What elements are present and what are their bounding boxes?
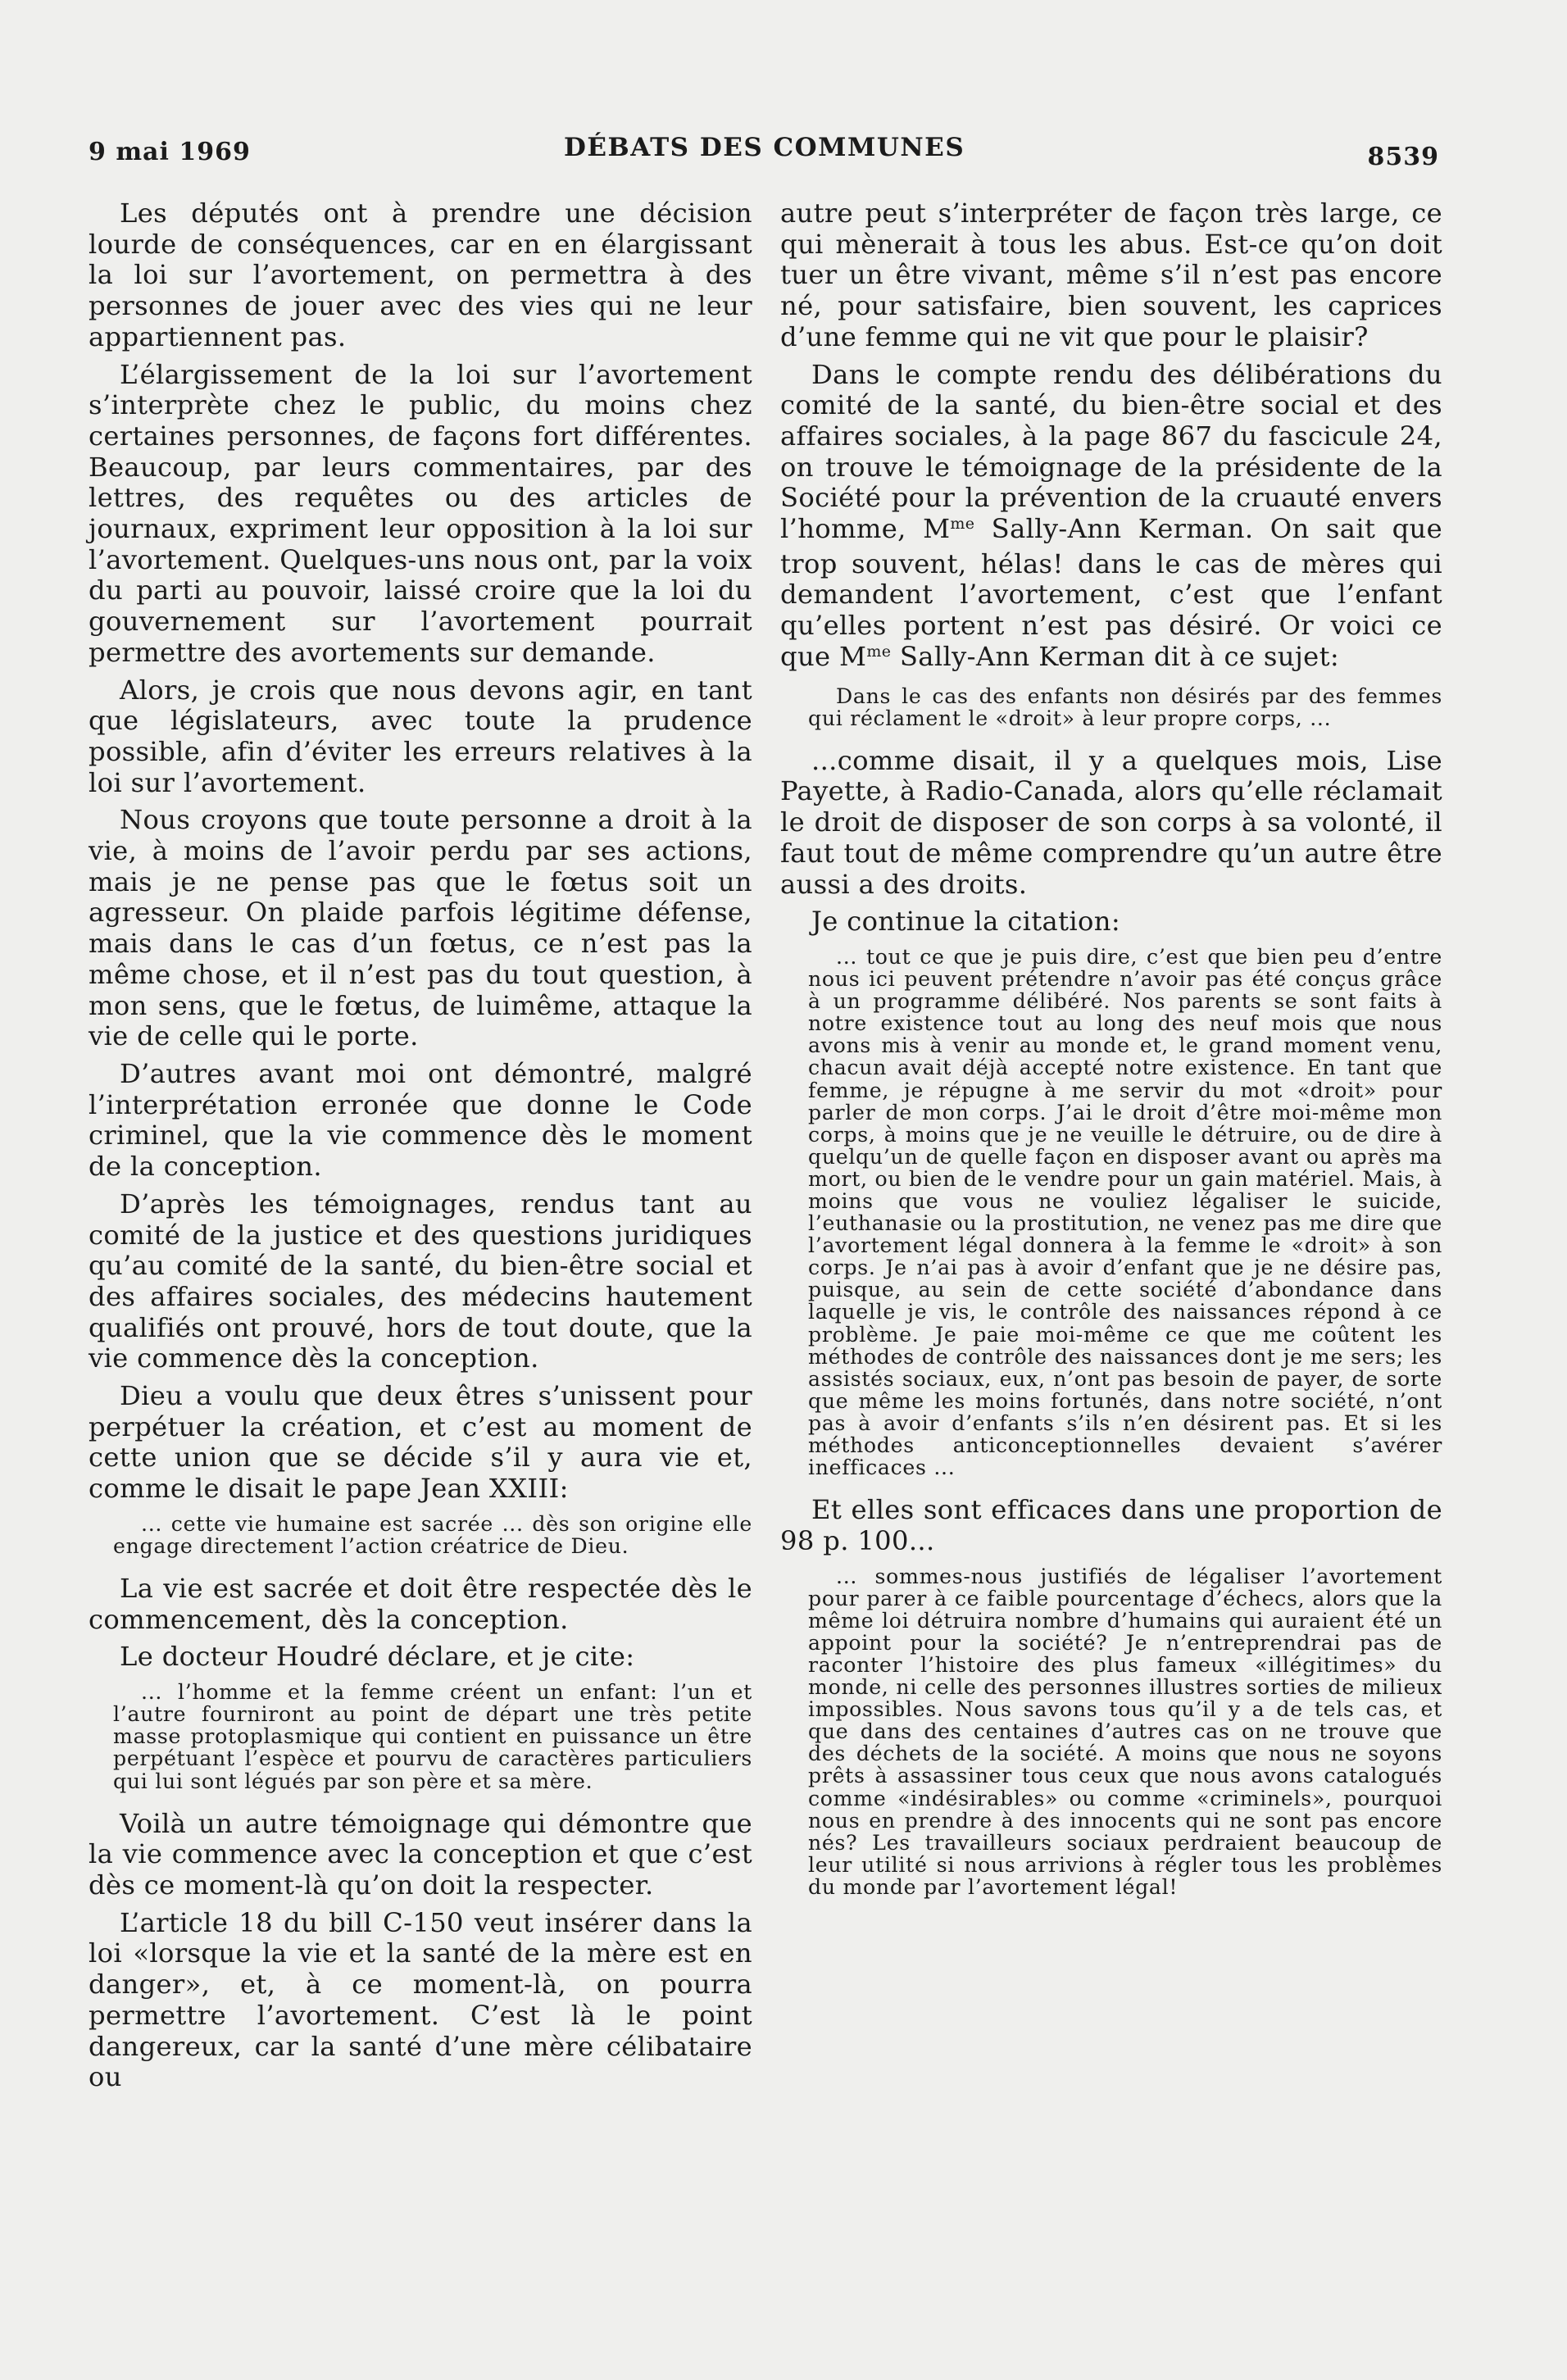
page-header — [89, 131, 1439, 172]
quotation: Dans le cas des enfants non désirés par des femmes qui réclament le «droit» à leur propre corps, ... — [808, 684, 1442, 730]
paragraph: Dieu a voulu que deux êtres s’unissent pour perpétuer la création, et c’est au moment de cette union que se décide s’il y aura vie et, comme le disait le pape Jean XXIII: — [89, 1380, 752, 1505]
quotation: ... cette vie humaine est sacrée ... dès son origine elle engage directement l’action créatrice de Dieu. — [113, 1511, 752, 1558]
paragraph: Les députés ont à prendre une décision lourde de conséquences, car en en élargissant la loi sur l’avortement, on permettra à des personnes de jouer avec des vies qui ne leur appartiennent pas. — [89, 198, 752, 352]
paragraph: Je continue la citation: — [811, 906, 1121, 938]
paragraph: L’élargissement de la loi sur l’avortement s’interprète chez le public, du moins chez certaines personnes, de façons fort différentes. Beaucoup, par leurs commentaires, par des lettres, des requêtes ou des articles de journaux, expriment leur opposition à la loi sur l’avortement. Quelques-uns nous ont, par la voix du parti au pouvoir, laissé croire que la loi du gouvernement sur l’avortement pourrait permettre des avortements sur demande. — [89, 358, 752, 668]
paragraph: Nous croyons que toute personne a droit à la vie, à moins de l’avoir perdu par ses actions, mais je ne pense pas que le fœtus soit un agresseur. On plaide parfois légitime défense, mais dans le cas d’un fœtus, ce n’est pas la même chose, et il n’est pas du tout question, à mon sens, que le fœtus, de luimême, attaque la vie de celle qui le porte. — [89, 804, 752, 1052]
paragraph: La vie est sacrée et doit être respectée dès le commencement, dès la conception. — [89, 1573, 752, 1635]
quotation: ... tout ce que je puis dire, c’est que bien peu d’entre nous ici peuvent prétendre n’avoir pas été conçus grâce à un programme délibéré. Nos parents se sont faits à notre existence tout au long des neuf mois que nous avons mis à venir au monde et, le grand moment venu, chacun avait déjà accepté notre existence. En tant que femme, je répugne à me servir du mot «droit» pour parler de mon corps. J’ai le droit d’être moi-même mon corps, à moins que je ne veuille le détruire, ou de dire à quelqu’un de quelle façon en disposer avant ou après ma mort, ou bien de le vendre pour un gain matériel. Mais, à moins que vous ne vouliez légaliser le suicide, l’euthanasie ou la prostitution, ne venez pas me dire que l’avortement légal donnera à la femme le «droit» à son corps. Je n’ai pas à avoir d’enfant que je ne désire pas, puisque, au sein de cette société d’abondance dans laquelle je vis, le contrôle des naissances répond à ce problème. Je paie moi-même ce que me coûtent les méthodes de contrôle des naissances dont je me sers; les assistés sociaux, eux, n’ont pas besoin de payer, de sorte que même les moins fortunés, dans notre société, n’ont pas à avoir d’enfants s’ils n’en désirent pas. Et si les méthodes anticonceptionnelles devaient s’avérer inefficaces ... — [808, 944, 1442, 1480]
paragraph: Le docteur Houdré déclare, et je cite: — [120, 1641, 635, 1673]
header-date: 9 mai 1969 — [89, 138, 251, 166]
paragraph: Dans le compte rendu des délibérations du comité de la santé, du bien-être social et des affaires sociales, à la page 867 du fascicule 24, on trouve le témoignage de la présidente de la Société pour la prévention de la cruauté envers l’homme, $M^{me}$ Sally-Ann Kerman. On sait que trop souvent, hélas! dans le cas de mères qui demandent l’avortement, c’est que l’enfant qu’elles portent n’est pas désiré. Or voici ce que $M^{me}$ Sally-Ann Kerman dit à ce sujet: — [780, 358, 1442, 672]
paragraph: Voilà un autre témoignage qui démontre que la vie commence avec la conception et que c’est dès ce moment-là qu’on doit la respecter. — [89, 1807, 752, 1901]
paragraph: L’article 18 du bill C-150 veut insérer dans la loi «lorsque la vie et la santé de la mère est en danger», et, à ce moment-là, on pourra permettre l’avortement. C’est là le point dangereux, car la santé d’une mère célibataire ou — [89, 1906, 752, 2093]
paragraph: D’autres avant moi ont démontré, malgré l’interprétation erronée que donne le Code criminel, que la vie commence dès le moment de la conception. — [89, 1057, 752, 1183]
paragraph: D’après les témoignages, rendus tant au comité de la justice et des questions juridiques qu’au comité de la santé, du bien-être social et des affaires sociales, des médecins hautement qualifiés ont prouvé, hors de tout doute, que la vie commence dès la conception. — [89, 1188, 752, 1374]
paragraph: autre peut s’interpréter de façon très large, ce qui mènerait à tous les abus. Est-ce qu’on doit tuer un être vivant, même s’il n’est pas encore né, pour satisfaire, bien souvent, les caprices d’une femme qui ne vit que pour le plaisir? — [780, 198, 1442, 352]
left-column — [89, 198, 752, 2100]
quotation: ... sommes-nous justifiés de légaliser l’avortement pour parer à ce faible pourcentage d’échecs, alors que la même loi détruira nombre d’humains qui auraient été un appoint pour la société? Je n’entreprendrai pas de raconter l’histoire des plus fameux «illégitimes» du monde, ni celle des personnes illustres sorties de milieux impossibles. Nous savons tous qu’il y a de tels cas, et que dans des centaines d’autres cas on ne trouve que des déchets de la société. A moins que nous ne soyons prêts à assassiner tous ceux que nous avons catalogués comme «indésirables» ou comme «criminels», pourquoi nous en prendre à des innocents qui ne sont pas encore nés? Les travailleurs sociaux perdraient beaucoup de leur utilité si nous arrivions à régler tous les problèmes du monde par l’avortement légal! — [808, 1564, 1442, 1899]
paragraph: Et elles sont efficaces dans une proportion de 98 p. 100... — [780, 1494, 1442, 1556]
right-column — [780, 198, 1442, 1914]
quotation: ... l’homme et la femme créent un enfant: l’un et l’autre fourniront au point de départ une très petite masse protoplasmique qui contient en puissance un être perpétuant l’espèce et pourvu de caractères particuliers qui lui sont légués par son père et sa mère. — [113, 1680, 752, 1793]
page-number: 8539 — [1367, 143, 1439, 171]
paragraph: ...comme disait, il y a quelques mois, Lise Payette, à Radio-Canada, alors qu’elle réclamait le droit de disposer de son corps à sa volonté, il faut tout de même comprendre qu’un autre être aussi a des droits. — [780, 744, 1442, 900]
header-title: DÉBATS DES COMMUNES — [564, 133, 965, 162]
paragraph: Alors, je crois que nous devons agir, en tant que législateurs, avec toute la prudence possible, afin d’éviter les erreurs relatives à la loi sur l’avortement. — [89, 674, 752, 798]
